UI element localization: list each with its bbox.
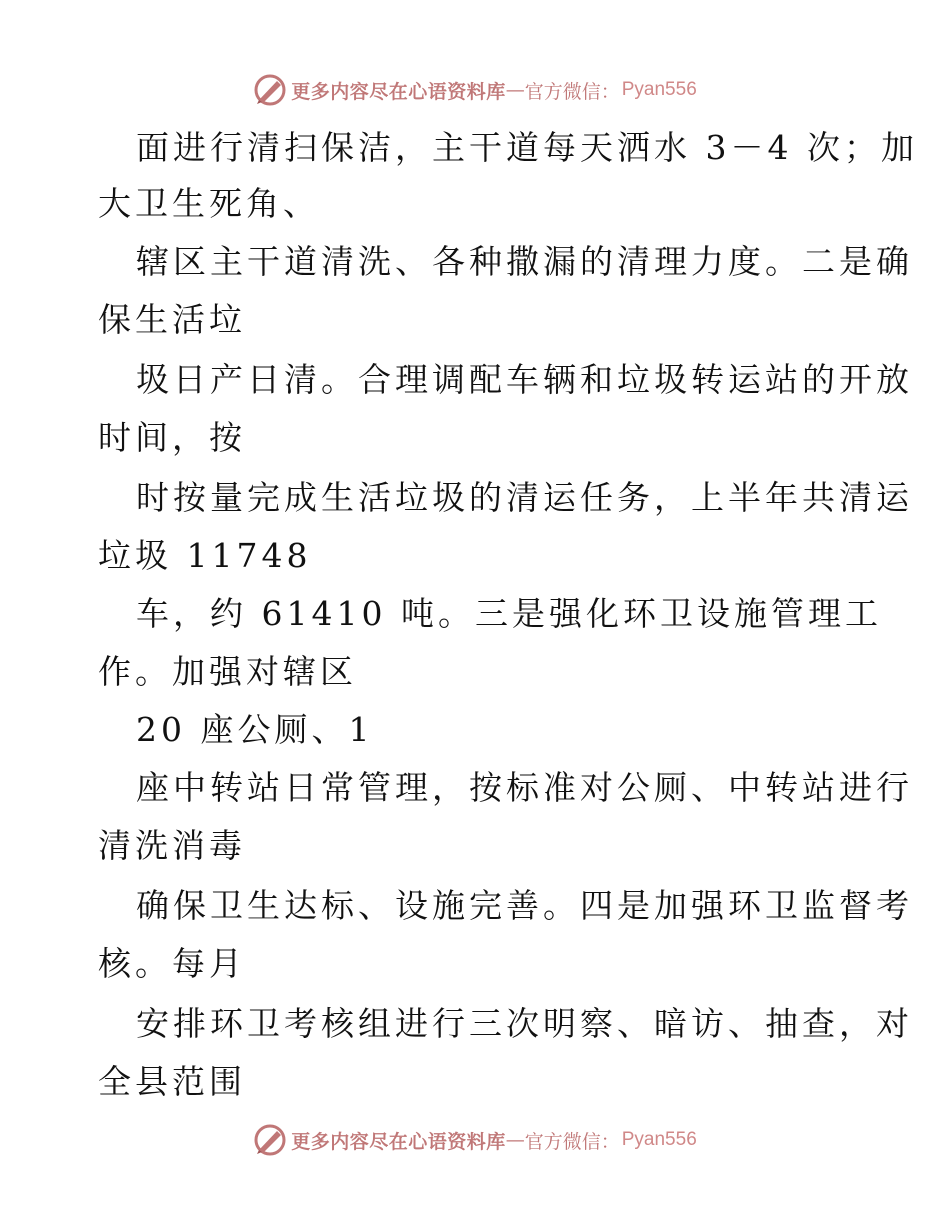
watermark-wechat-label: 官方微信：: [524, 80, 620, 103]
paragraph-7-first-line: 座中转站日常管理，按标准对公厕、中转站进行: [136, 768, 913, 807]
paragraph-2-rest-line: 保生活垃: [98, 300, 246, 339]
paragraph-8-first-line: 确保卫生达标、设施完善。四是加强环卫监督考: [136, 886, 913, 925]
paragraph-8-rest-line: 核。每月: [98, 944, 246, 983]
watermark-text: 更多内容尽在心语资料库: [291, 1130, 506, 1153]
pen-logo-icon: [253, 73, 287, 107]
paragraph-2-first-line: 辖区主干道清洗、各种撒漏的清理力度。二是确: [136, 242, 913, 281]
paragraph-6-first-line: 20 座公厕、1: [136, 710, 374, 749]
watermark-wechat-id: Pyan556: [621, 79, 697, 100]
paragraph-3-rest-line: 时间，按: [98, 418, 246, 457]
paragraph-1-rest-line: 大卫生死角、: [98, 184, 320, 223]
paragraph-4-rest-line: 垃圾 11748: [98, 536, 312, 575]
paragraph-1-first-line: 面进行清扫保洁，主干道每天洒水 3－4 次；加: [136, 128, 918, 167]
watermark-banner-bottom: [0, 1120, 950, 1160]
watermark-wechat-id: Pyan556: [621, 1129, 697, 1150]
paragraph-3-first-line: 圾日产日清。合理调配车辆和垃圾转运站的开放: [136, 360, 913, 399]
watermark-text: 更多内容尽在心语资料库: [291, 80, 506, 103]
paragraph-9-rest-line: 全县范围: [98, 1062, 246, 1101]
pen-logo-icon: [253, 1123, 287, 1157]
watermark-wechat-label: 官方微信：: [524, 1130, 620, 1153]
paragraph-4-first-line: 时按量完成生活垃圾的清运任务，上半年共清运: [136, 478, 913, 517]
watermark-separator: —: [505, 79, 525, 101]
paragraph-5-rest-line: 作。加强对辖区: [98, 652, 357, 691]
watermark-separator: —: [505, 1129, 525, 1151]
paragraph-9-first-line: 安排环卫考核组进行三次明察、暗访、抽查，对: [136, 1004, 913, 1043]
watermark-banner-top: [0, 70, 950, 110]
paragraph-5-first-line: 车，约 61410 吨。三是强化环卫设施管理工: [136, 594, 882, 633]
paragraph-7-rest-line: 清洗消毒: [98, 826, 246, 865]
